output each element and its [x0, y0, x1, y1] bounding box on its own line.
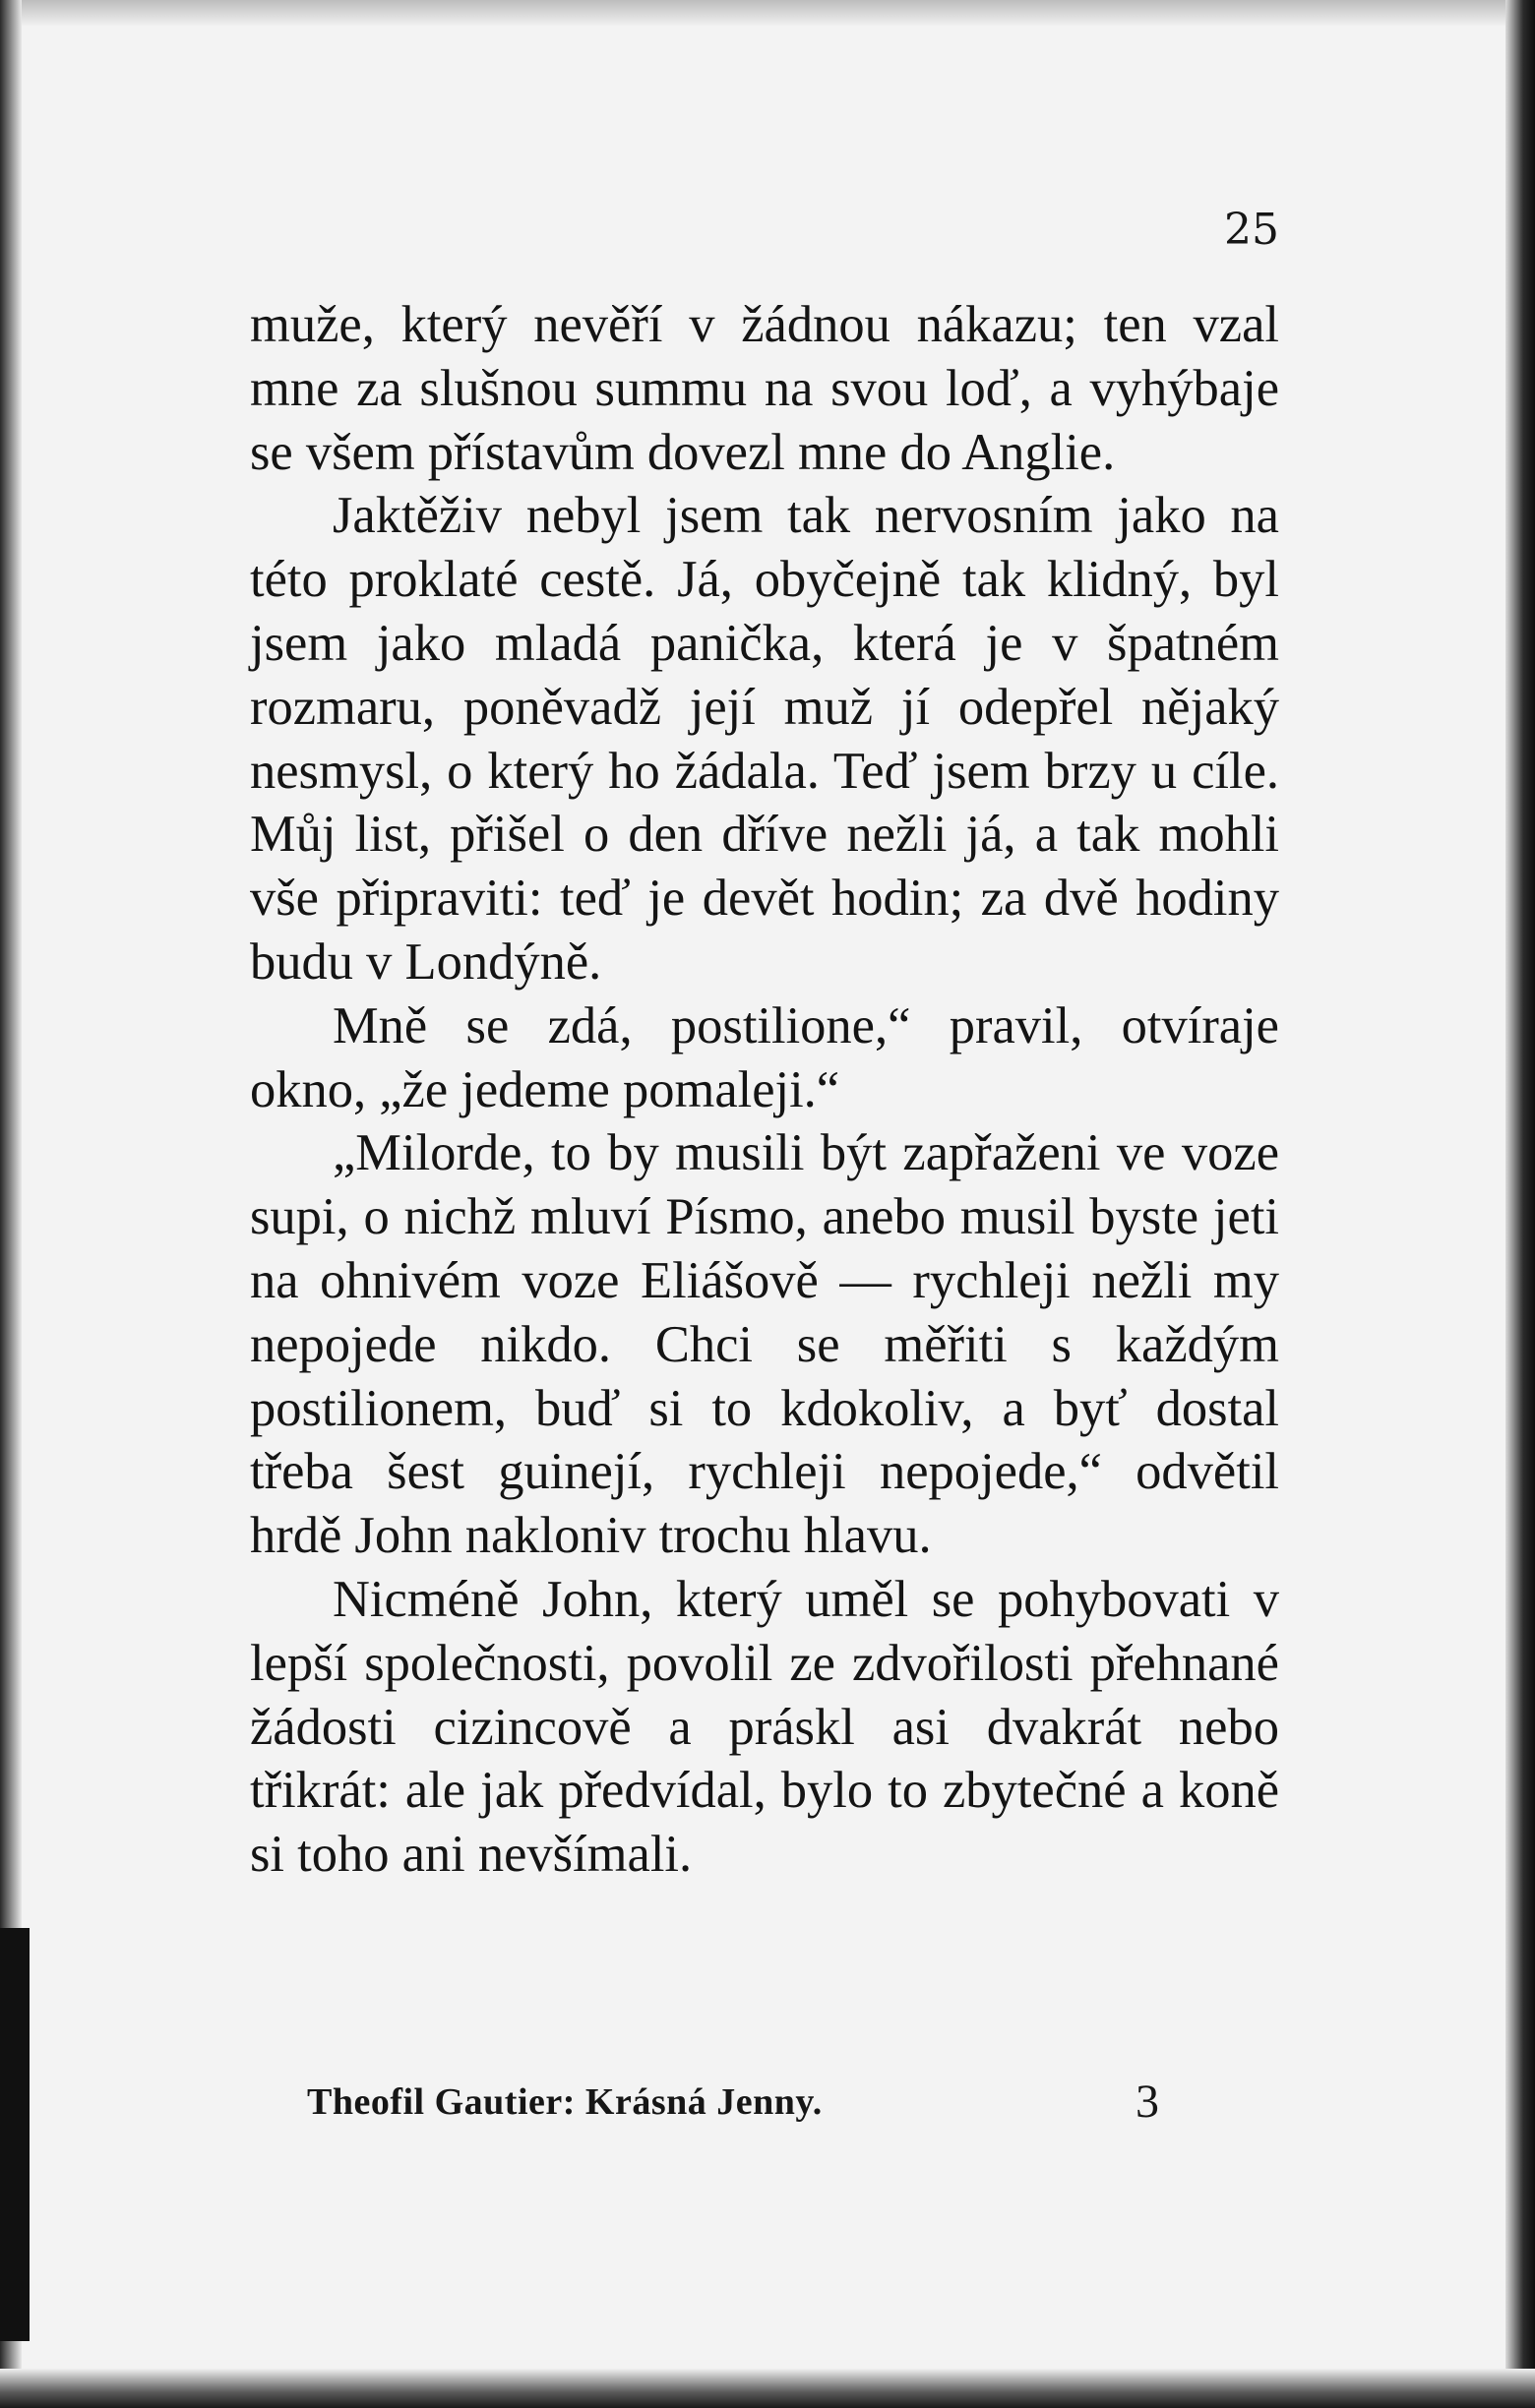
footer-book-title: Theofil Gautier: Krásná Jenny.: [307, 2081, 823, 2123]
paragraph: Mně se zdá, postilione,“ pravil, otvíraje okno, „že jedeme pomaleji.“: [250, 996, 1279, 1118]
paragraph: Nicméně John, který uměl se pohybovati v lepší společnosti, povolil ze zdvořilosti přehnané žádosti cizincově a práskl asi dvakrát nebo třikrát: ale jak předvídal, bylo to zbytečné a koně si toho ani nevšímali.: [250, 1570, 1279, 1884]
page-edge-right: [1505, 0, 1535, 2408]
binding-shadow: [0, 1928, 30, 2341]
paragraph: muže, který nevěří v žádnou nákazu; ten vzal mne za slušnou summu na svou loď, a vyhýbaje se všem přístavům dovezl mne do Anglie.: [250, 296, 1279, 481]
page-number: 25: [1224, 205, 1279, 255]
paragraph: „Milorde, to by musili být zapřaženi ve voze supi, o nichž mluví Písmo, anebo musil byste jeti na ohnivém voze Eliášově — rychleji nežli my nepojede nikdo. Chci se měřiti s každým postilionem, buď si to kdokoliv, a byť dostal třeba šest guinejí, rychleji nepojede,“ odvětil hrdě John nakloniv trochu hlavu.: [250, 1124, 1279, 1565]
page-footer: [307, 2077, 1159, 2127]
paragraph: Jaktěživ nebyl jsem tak nervosním jako na této proklaté cestě. Já, obyčejně tak klidný, byl jsem jako mladá panička, která je v špatném rozmaru, poněvadž její muž jí odepřel nějaký nesmysl, o který ho žádala. Teď jsem brzy u cíle. Můj list, přišel o den dříve nežli já, a tak mohli vše připraviti: teď je devět hodin; za dvě hodiny budu v Londýně.: [250, 487, 1279, 991]
body-text: [250, 293, 1279, 1887]
page-edge-top: [0, 0, 1535, 26]
page-edge-bottom: [0, 2369, 1535, 2408]
footer-signature-mark: 3: [1136, 2076, 1159, 2128]
